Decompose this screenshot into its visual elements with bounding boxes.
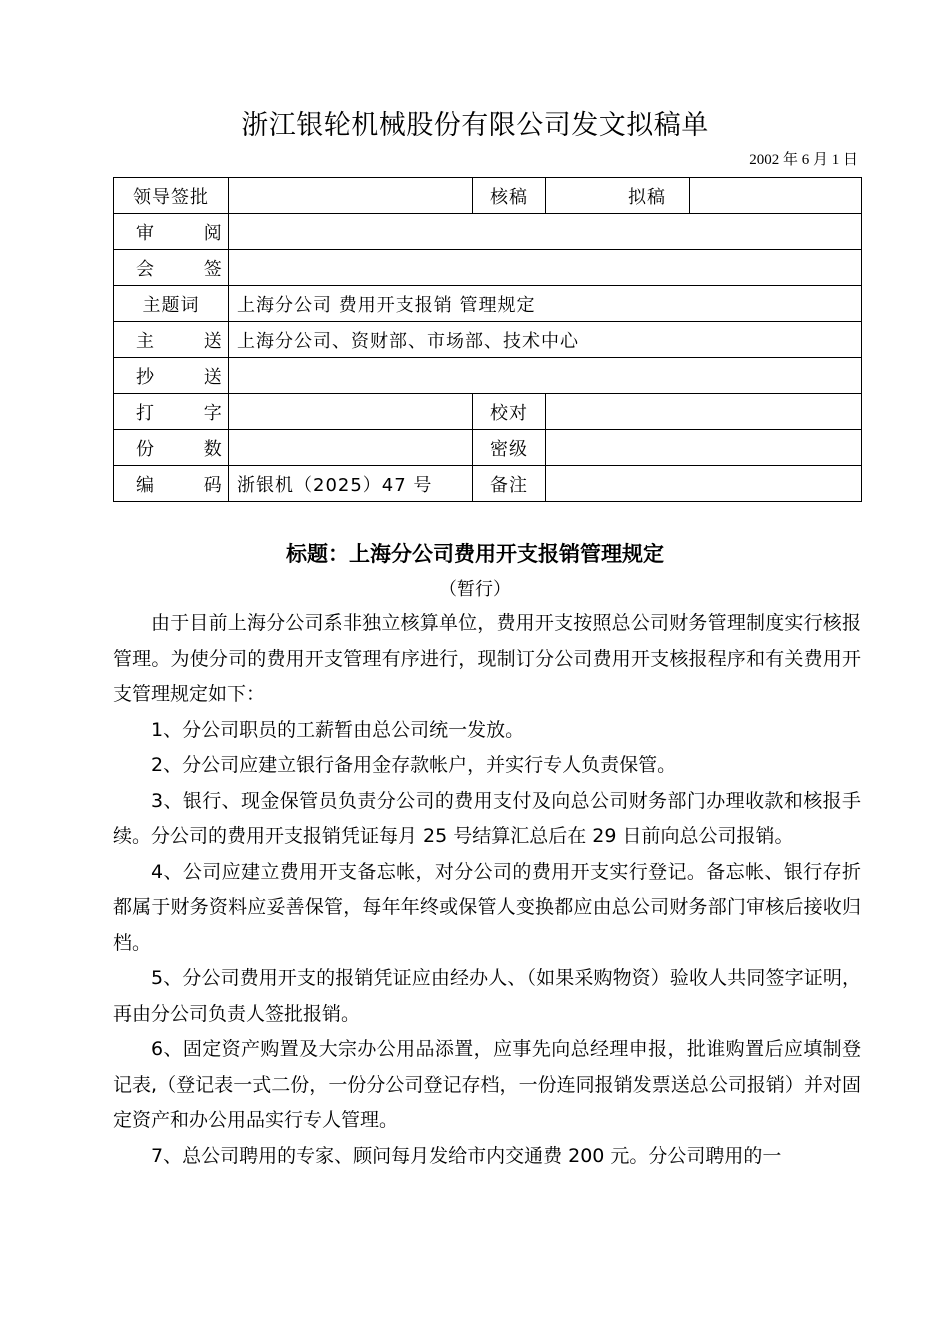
draft-date: 2002 年 6 月 1 日: [749, 152, 858, 168]
paragraph: 6、固定资产购置及大宗办公用品添置，应事先向总经理申报，批谁购置后应填制登记表,（登记表一式二份，一份分公司登记存档，一份连同报销发票送总公司报销）并对固定资产和办公用品实行专人管理。: [113, 1038, 861, 1131]
row-typing: [114, 394, 862, 430]
row-leader: [114, 178, 862, 214]
row-subject: [114, 286, 862, 322]
cosign-field[interactable]: [229, 250, 862, 286]
security-level-field[interactable]: [546, 430, 862, 466]
draft-form-table: [113, 177, 862, 502]
copies-field[interactable]: [229, 430, 473, 466]
read-label: 审 阅: [114, 214, 229, 250]
paragraph: 5、分公司费用开支的报销凭证应由经办人、（如果采购物资）验收人共同签字证明，再由分公司负责人签批报销。: [113, 967, 861, 1025]
read-field[interactable]: [229, 214, 862, 250]
cosign-label: 会 签: [114, 250, 229, 286]
draft-field[interactable]: [628, 178, 862, 214]
security-level-label: 密级: [473, 430, 546, 466]
code-field[interactable]: 浙银机（2025）47 号: [229, 466, 473, 502]
paragraph: 3、银行、现金保管员负责分公司的费用支付及向总公司财务部门办理收款和核报手续。分公司的费用开支报销凭证每月 25 号结算汇总后在 29 日前向总公司报销。: [113, 789, 861, 847]
row-cosign: [114, 250, 862, 286]
copies-label: 份 数: [114, 430, 229, 466]
document-title: 标题：上海分公司费用开支报销管理规定: [286, 542, 664, 566]
paragraph: 由于目前上海分公司系非独立核算单位，费用开支按照总公司财务管理制度实行核报管理。为使分司的费用开支管理有序进行，现制订分公司费用开支核报程序和有关费用开支管理规定如下：: [113, 612, 861, 705]
proofread-field[interactable]: [546, 394, 862, 430]
review-field[interactable]: [546, 178, 690, 214]
remarks-label: 备注: [473, 466, 546, 502]
subject-label: 主题词: [114, 286, 229, 322]
paragraph: 1、分公司职员的工薪暂由总公司统一发放。: [151, 718, 525, 741]
paragraph: 2、分公司应建立银行备用金存款帐户，并实行专人负责保管。: [151, 754, 677, 776]
form-title: 浙江银轮机械股份有限公司发文拟稿单: [241, 110, 709, 141]
row-read: [114, 214, 862, 250]
cc-label: 抄 送: [114, 358, 229, 394]
typing-field[interactable]: [229, 394, 473, 430]
row-to: [114, 322, 862, 358]
leader-approval-field[interactable]: [229, 178, 473, 214]
typing-label: 打 字: [114, 394, 229, 430]
row-code: [114, 466, 862, 502]
cc-field[interactable]: [229, 358, 862, 394]
proofread-label: 校对: [473, 394, 546, 430]
leader-approval-label: 领导签批: [114, 178, 229, 214]
draft-label: 拟稿: [628, 186, 666, 208]
document-body: [113, 606, 861, 1174]
paragraph: 4、公司应建立费用开支备忘帐，对分公司的费用开支实行登记。备忘帐、银行存折都属于财务资料应妥善保管，每年年终或保管人变换都应由总公司财务部门审核后接收归档。: [113, 860, 861, 954]
subject-field[interactable]: 上海分公司 费用开支报销 管理规定: [229, 286, 862, 322]
document-subtitle: （暂行）: [439, 579, 511, 600]
paragraph: 7、总公司聘用的专家、顾问每月发给市内交通费 200 元。分公司聘用的一: [151, 1144, 782, 1167]
main-recipient-field[interactable]: 上海分公司、资财部、市场部、技术中心: [229, 322, 862, 358]
code-label: 编 码: [114, 466, 229, 502]
remarks-field[interactable]: [546, 466, 862, 502]
review-label: 核稿: [473, 178, 546, 214]
main-recipient-label: 主 送: [114, 322, 229, 358]
row-cc: [114, 358, 862, 394]
row-copies: [114, 430, 862, 466]
